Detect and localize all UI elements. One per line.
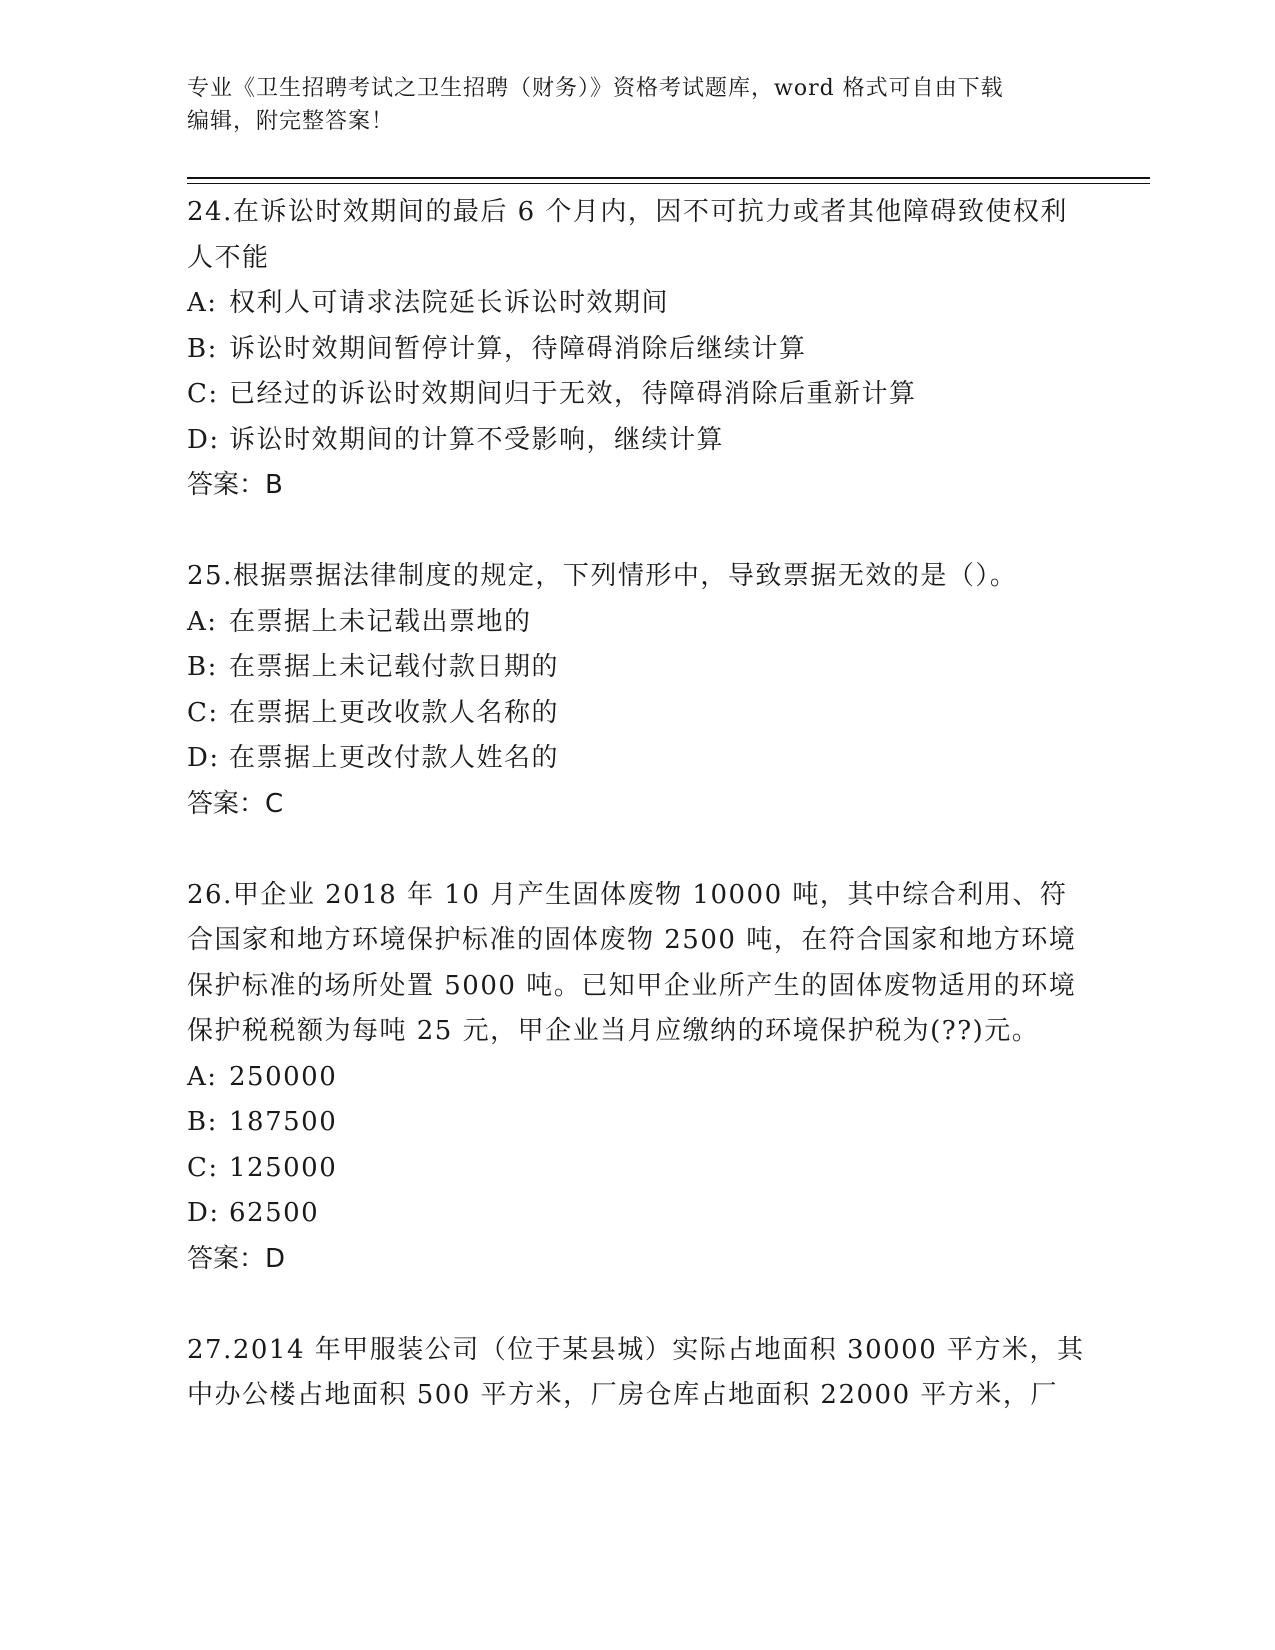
option-text: 诉讼时效期间的计算不受影响，继续计算 <box>229 424 725 455</box>
option-a <box>187 281 1087 327</box>
option-key: D: <box>187 424 220 455</box>
question-list <box>187 190 1087 1419</box>
question-stem: 24.在诉讼时效期间的最后 6 个月内，因不可抗力或者其他障碍致使权利人不能 <box>187 197 1068 273</box>
header-divider-thick <box>187 177 1150 179</box>
option-text: 187500 <box>229 1107 338 1137</box>
header-line-2: 编辑，附完整答案！ <box>187 109 395 134</box>
question-stem: 27.2014 年甲服装公司（位于某县城）实际占地面积 30000 平方米，其中办公楼占地面积 500 平方米，厂房仓库占地面积 22000 平方米，厂 <box>187 1334 1085 1410</box>
answer-line: 答案：D <box>187 1243 286 1274</box>
question-26 <box>187 873 1087 1283</box>
option-text: 诉讼时效期间暂停计算，待障碍消除后继续计算 <box>229 333 807 364</box>
option-text: 已经过的诉讼时效期间归于无效，待障碍消除后重新计算 <box>229 379 917 409</box>
option-key: A: <box>187 606 218 637</box>
option-text: 在票据上更改收款人名称的 <box>229 697 560 728</box>
option-key: A: <box>187 288 218 318</box>
answer-line: 答案：C <box>187 788 284 819</box>
header-line-1: 专业《卫生招聘考试之卫生招聘（财务）》资格考试题库，word 格式可自由下载 <box>187 76 1004 101</box>
option-b <box>187 1100 1087 1146</box>
option-b <box>187 327 1087 373</box>
option-key: D: <box>187 1198 220 1228</box>
document-header <box>187 72 1067 138</box>
answer-line: 答案：B <box>187 470 283 500</box>
option-c <box>187 691 1087 737</box>
option-b <box>187 645 1087 691</box>
option-key: B: <box>187 1107 218 1137</box>
question-27 <box>187 1328 1087 1419</box>
question-24 <box>187 190 1087 509</box>
option-text: 在票据上更改付款人姓名的 <box>229 743 560 773</box>
header-divider-thin <box>187 183 1150 184</box>
option-key: B: <box>187 652 218 682</box>
spacer <box>187 509 1087 555</box>
option-text: 250000 <box>229 1061 338 1092</box>
spacer <box>187 827 1087 873</box>
option-d <box>187 418 1087 464</box>
question-stem: 26.甲企业 2018 年 10 月产生固体废物 10000 吨，其中综合利用、符合国家和地方环境保护标准的固体废物 2500 吨，在符合国家和地方环境保护标准的场所处置 5000 吨。已知甲企业所产生的固体废物适用的环境保护税税额为每吨 25 元，甲企业当月应缴纳的环境保护税为(??)元。 <box>187 879 1077 1046</box>
option-text: 在票据上未记载出票地的 <box>229 606 532 637</box>
option-key: D: <box>187 743 220 773</box>
option-c <box>187 1146 1087 1192</box>
option-text: 62500 <box>229 1198 320 1228</box>
option-key: C: <box>187 697 219 728</box>
option-text: 权利人可请求法院延长诉讼时效期间 <box>229 288 670 318</box>
option-key: A: <box>187 1061 218 1092</box>
question-25 <box>187 554 1087 827</box>
option-text: 在票据上未记载付款日期的 <box>229 652 560 682</box>
option-c <box>187 372 1087 418</box>
spacer <box>187 1282 1087 1328</box>
option-key: C: <box>187 1152 219 1183</box>
option-text: 125000 <box>229 1152 338 1183</box>
option-key: C: <box>187 379 219 409</box>
option-key: B: <box>187 333 218 364</box>
option-a <box>187 1055 1087 1101</box>
option-d <box>187 736 1087 782</box>
option-a <box>187 600 1087 646</box>
question-stem: 25.根据票据法律制度的规定，下列情形中，导致票据无效的是（）。 <box>187 561 1018 591</box>
option-d <box>187 1191 1087 1237</box>
